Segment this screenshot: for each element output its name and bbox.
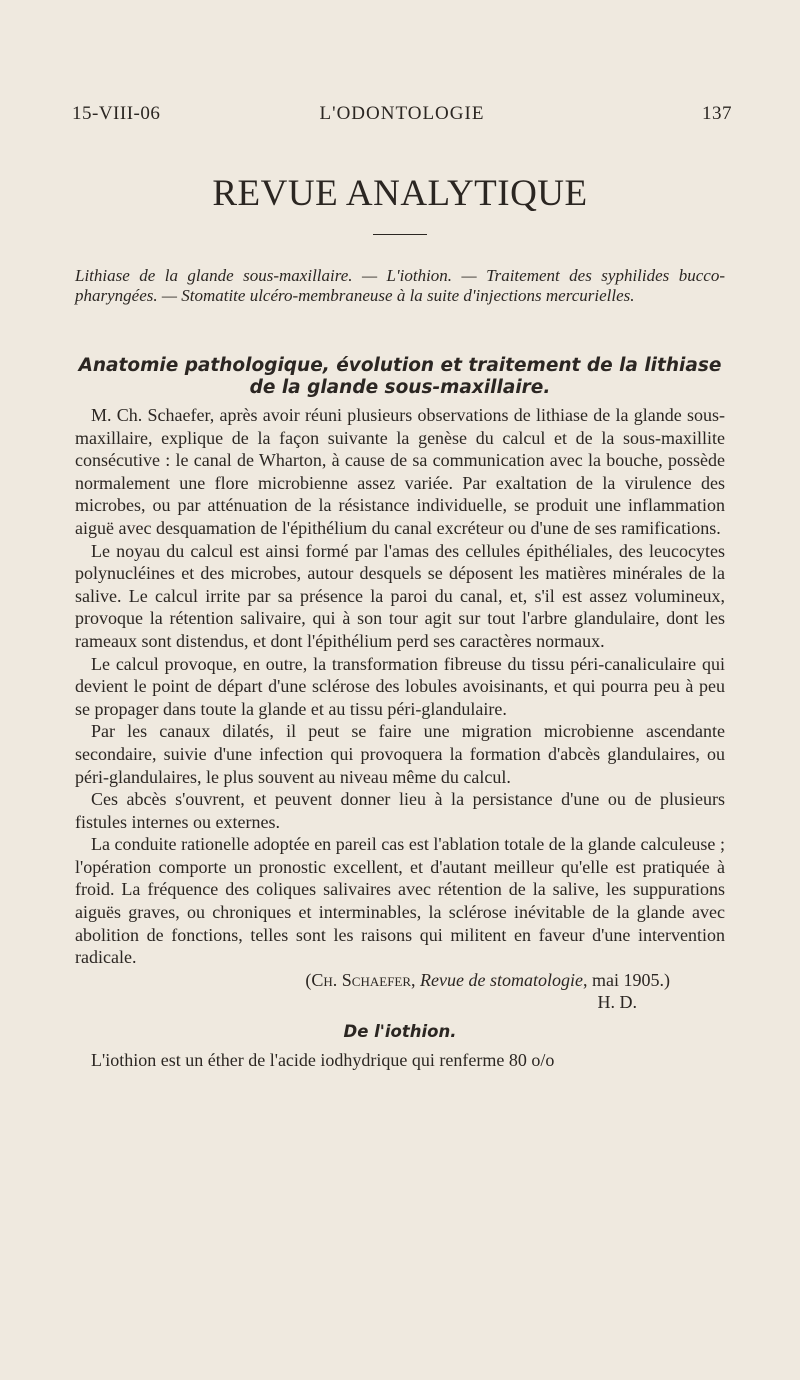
section-summary: Lithiase de la glande sous-maxillaire. — L'iothion. — Traitement des syphilides bucco-pharyngées. — Stomatite ulcéro-membraneuse à la suite d'injections mercurielles.	[75, 266, 725, 305]
issue-date: 15-VIII-06	[72, 103, 161, 124]
next-article-title: De l'iothion.	[343, 1022, 457, 1042]
paragraph: La conduite rationelle adoptée en pareil cas est l'ablation totale de la glande calculeuse ; l'opération comporte un pronostic excellent, et d'autant meilleur qu'elle est pratiquée à froid. La fréquence des coliques salivaires avec rétention de la salive, les suppurations aiguës graves, ou chroniques et interminables, la sclérose inévitable de la glande avec abolition de fonctions, telles sont les raisons qui militent en faveur d'une intervention radicale.	[75, 834, 725, 968]
author-initials: H. D.	[597, 992, 637, 1013]
paragraph: M. Ch. Schaefer, après avoir réuni plusieurs observations de lithiase de la glande sous-maxillaire, explique de la façon suivante la genèse du calcul et de la sous-maxillite consécutive : le canal de Wharton, à cause de sa communication avec la bouche, possède normalement une flore microbienne assez variée. Par exaltation de la virulence des microbes, ou par atténuation de la résistance individuelle, se produit une inflammation aiguë avec desquamation de l'épithélium du canal excréteur ou d'une de ses ramifications.	[75, 405, 725, 538]
article-body	[75, 404, 725, 1071]
paragraph: Le calcul provoque, en outre, la transformation fibreuse du tissu péri-canaliculaire qui devient le point de départ d'une sclérose des lobules avoisinants, et qui pourra peu à peu se propager dans toute la glande et au tissu péri-glandulaire.	[75, 653, 725, 719]
running-head	[72, 103, 732, 131]
paragraph: L'iothion est un éther de l'acide iodhydrique qui renferme 80 o/o	[91, 1049, 555, 1070]
title-rule	[373, 234, 427, 235]
citation: (Ch. Schaefer, Revue de stomatologie, mai 1905.)	[305, 969, 670, 990]
citation-journal: Revue de stomatologie	[420, 969, 583, 990]
citation-author: Ch. Schaefer	[311, 969, 412, 990]
section-title: REVUE ANALYTIQUE	[212, 173, 588, 214]
paragraph: Ces abcès s'ouvrent, et peuvent donner lieu à la persistance d'une ou de plusieurs fistules internes ou externes.	[75, 789, 725, 832]
citation-date: , mai 1905.)	[583, 969, 670, 990]
journal-name: L'ODONTOLOGIE	[319, 103, 485, 124]
article-title: Anatomie pathologique, évolution et traitement de la lithiase de la glande sous-maxillaire.	[78, 355, 722, 398]
paragraph: Le noyau du calcul est ainsi formé par l'amas des cellules épithéliales, des leucocytes polynucléines et des microbes, autour desquels se déposent les matières minérales de la salive. Le calcul irrite par sa présence la paroi du canal, et, s'il est assez volumineux, provoque la rétention salivaire, qui à son tour agit sur tout l'arbre glandulaire, dont les rameaux sont distendus, et dont l'épithélium perd ses caractères normaux.	[75, 540, 725, 651]
paragraph: Par les canaux dilatés, il peut se faire une migration microbienne ascendante secondaire, suivie d'une infection qui provoquera la formation d'abcès glandulaires, ou péri-glandulaires, le plus souvent au niveau même du calcul.	[75, 721, 725, 787]
page-number: 137	[702, 103, 732, 124]
